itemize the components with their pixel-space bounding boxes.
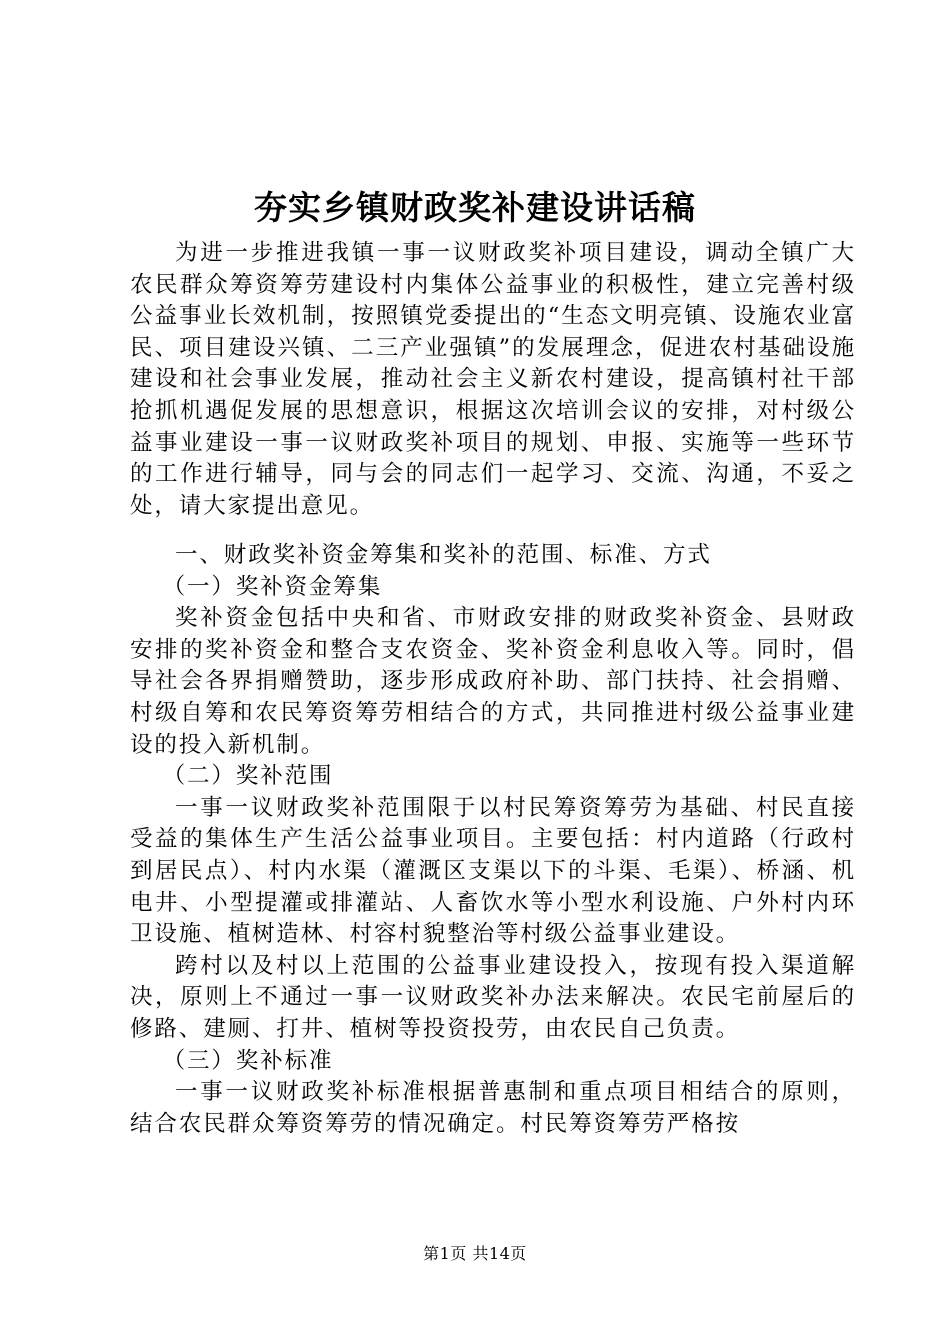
subsection-3-paragraph: 一事一议财政奖补标准根据普惠制和重点项目相结合的原则，结合农民群众筹资筹劳的情况确定。村民筹资筹劳严格按 — [130, 1079, 856, 1137]
intro-block — [130, 238, 856, 522]
subsection-2-paragraph-2: 跨村以及村以上范围的公益事业建设投入，按现有投入渠道解决，原则上不通过一事一议财政奖补办法来解决。农民宅前屋后的修路、建厕、打井、植树等投资投劳，由农民自己负责。 — [130, 952, 856, 1042]
section-1-heading: 一、财政奖补资金筹集和奖补的范围、标准、方式 — [175, 542, 712, 568]
page-footer: 第1页 共14页 — [423, 1244, 527, 1263]
subsection-2-heading: （二）奖补范围 — [162, 763, 334, 790]
body-block — [130, 540, 856, 1140]
subsection-3-heading: （三）奖补标准 — [162, 1047, 334, 1074]
subsection-1-paragraph: 奖补资金包括中央和省、市财政安排的财政奖补资金、县财政安排的奖补资金和整合支农资金、奖补资金利息收入等。同时，倡导社会各界捐赠赞助，逐步形成政府补助、部门扶持、社会捐赠、村级自筹和农民筹资筹劳相结合的方式，共同推进村级公益事业建设的投入新机制。 — [130, 605, 856, 758]
document-title: 夯实乡镇财政奖补建设讲话稿 — [254, 188, 696, 227]
intro-paragraph: 为进一步推进我镇一事一议财政奖补项目建设，调动全镇广大农民群众筹资筹劳建设村内集体公益事业的积极性，建立完善村级公益事业长效机制，按照镇党委提出的“生态文明亮镇、设施农业富民、项目建设兴镇、二三产业强镇”的发展理念，促进农村基础设施建设和社会事业发展，推动社会主义新农村建设，提高镇村社干部抢抓机遇促发展的思想意识，根据这次培训会议的安排，对村级公益事业建设一事一议财政奖补项目的规划、申报、实施等一些环节的工作进行辅导，同与会的同志们一起学习、交流、沟通，不妥之处，请大家提出意见。 — [130, 240, 856, 519]
subsection-2-paragraph-1: 一事一议财政奖补范围限于以村民筹资筹劳为基础、村民直接受益的集体生产生活公益事业项目。主要包括：村内道路（行政村到居民点）、村内水渠（灌溉区支渠以下的斗渠、毛渠）、桥涵、机电井、小型提灌或排灌站、人畜饮水等小型水利设施、户外村内环卫设施、植树造林、村容村貌整治等村级公益事业建设。 — [130, 794, 856, 948]
subsection-1-heading: （一）奖补资金筹集 — [162, 573, 383, 600]
